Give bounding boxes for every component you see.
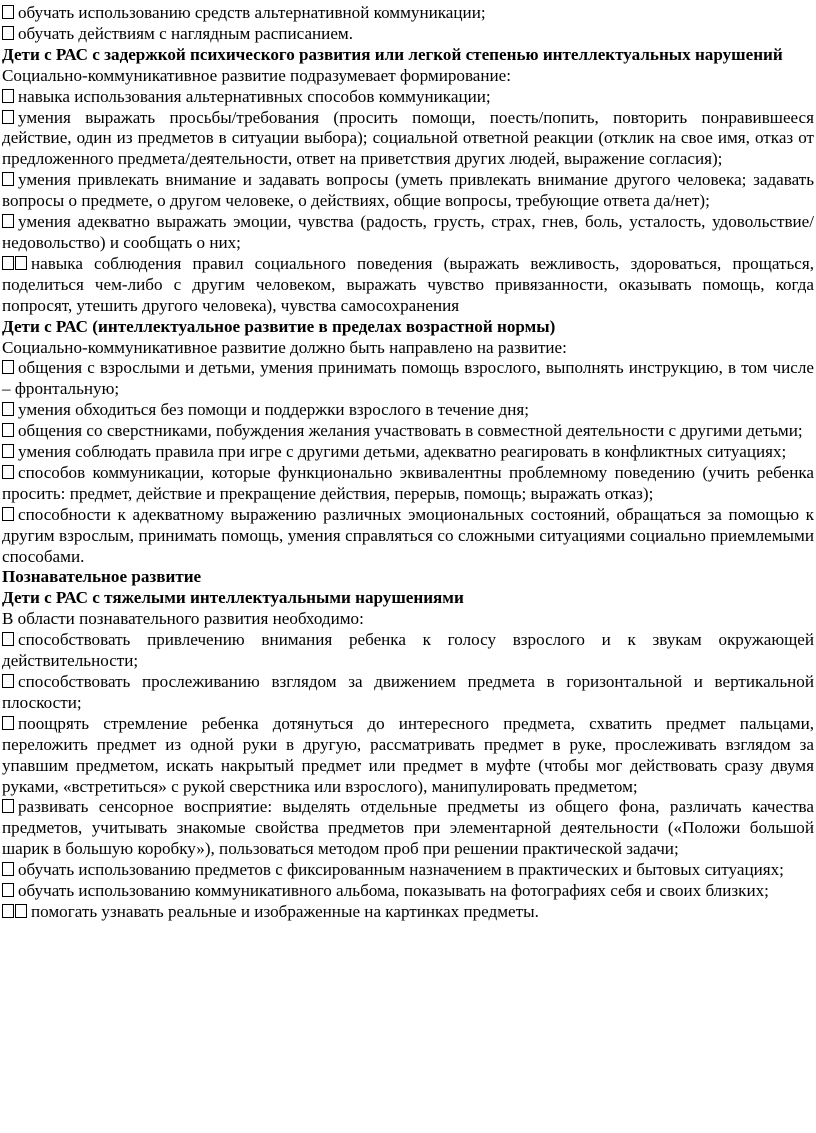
bullet-item: [2, 400, 814, 421]
missing-glyph-bullet-icon: [2, 89, 14, 103]
paragraph-text: обучать использованию средств альтернативной коммуникации;: [18, 3, 486, 22]
paragraph-text: Социально-коммуникативное развитие подразумевает формирование:: [2, 65, 512, 85]
missing-glyph-bullet-icon: [15, 256, 27, 270]
section-heading: [2, 567, 814, 588]
paragraph-text: способствовать прослеживанию взглядом за движением предмета в горизонтальной и вертикальной плоскости;: [2, 672, 814, 712]
missing-glyph-bullet-icon: [2, 256, 14, 270]
body-paragraph: [2, 609, 814, 630]
paragraph-text: общения со сверстниками, побуждения желания участвовать в совместной деятельности с другими детьми;: [18, 421, 803, 441]
bullet-item: [2, 902, 814, 923]
paragraph-text: умения выражать просьбы/требования (просить помощи, поесть/попить, повторить понравившееся действие, один из предметов в ситуации выбора); социальной ответной реакции (отклик на свое имя, отказ от предложенного предмета/деятельности, ответ на приветствия других людей, выражение согласия);: [2, 107, 814, 169]
missing-glyph-bullet-icon: [2, 214, 14, 228]
missing-glyph-bullet-icon: [2, 904, 14, 918]
paragraph-text: способности к адекватному выражению различных эмоциональных состояний, обращаться за помощью к другим взрослым, принимать помощь, умения справляться со сложными ситуациями социально приемлемыми способами.: [2, 504, 814, 566]
document-body: [2, 3, 814, 923]
paragraph-text: способов коммуникации, которые функционально эквивалентны проблемному поведению (учить ребенка просить: предмет, действие и прекращение действия, перерыв, помощь; выражать отказ);: [2, 462, 814, 503]
missing-glyph-bullet-icon: [15, 904, 27, 918]
bullet-item: [2, 108, 814, 171]
missing-glyph-bullet-icon: [2, 172, 14, 186]
bullet-item: [2, 505, 814, 568]
paragraph-text: Дети с РАС с задержкой психического развития или легкой степенью интеллектуальных нарушений: [2, 44, 783, 64]
bullet-item: [2, 24, 814, 45]
bullet-item: [2, 630, 814, 672]
missing-glyph-bullet-icon: [2, 883, 14, 897]
paragraph-text: навыка использования альтернативных способов коммуникации;: [18, 86, 491, 106]
bullet-item: [2, 358, 814, 400]
missing-glyph-bullet-icon: [2, 674, 14, 688]
paragraph-text: умения соблюдать правила при игре с другими детьми, адекватно реагировать в конфликтных ситуациях;: [18, 442, 787, 462]
missing-glyph-bullet-icon: [2, 862, 14, 876]
paragraph-text: навыка соблюдения правил социального поведения (выражать вежливость, здороваться, прощаться, поделиться чем-либо с другим человеком, выражать чувство привязанности, оказывать помощь, когда попросят, утешить другого человека), чувства самосохранения: [2, 253, 814, 315]
body-paragraph: [2, 338, 814, 359]
paragraph-text: помогать узнавать реальные и изображенные на картинках предметы.: [31, 901, 539, 921]
paragraph-text: способствовать привлечению внимания ребенка к голосу взрослого и к звукам окружающей действительности;: [2, 630, 814, 671]
body-paragraph: [2, 66, 814, 87]
paragraph-text: умения обходиться без помощи и поддержки взрослого в течение дня;: [18, 400, 530, 420]
paragraph-text: общения с взрослыми и детьми, умения принимать помощь взрослого, выполнять инструкцию, в том числе – фронтальную;: [2, 358, 814, 399]
paragraph-text: Познавательное развитие: [2, 567, 202, 587]
missing-glyph-bullet-icon: [2, 402, 14, 416]
bullet-item: [2, 442, 814, 463]
bullet-item: [2, 170, 814, 212]
paragraph-text: умения адекватно выражать эмоции, чувства (радость, грусть, страх, гнев, боль, усталость, удовольствие/недовольство) и сообщать о них;: [2, 212, 814, 252]
bullet-item: [2, 87, 814, 108]
bullet-item: [2, 421, 814, 442]
bullet-item: [2, 797, 814, 860]
paragraph-text: развивать сенсорное восприятие: выделять отдельные предметы из общего фона, различать качества предметов, учитывать знакомые свойства предметов при элементарной деятельности («Положи большой шарик в большую коробку»), пользоваться методом проб при решении практической задачи;: [2, 797, 814, 859]
bullet-item: [2, 881, 814, 902]
paragraph-text: В области познавательного развития необходимо:: [2, 609, 364, 629]
section-heading: [2, 317, 814, 338]
missing-glyph-bullet-icon: [2, 360, 14, 374]
paragraph-text: поощрять стремление ребенка дотянуться до интересного предмета, схватить предмет пальцами, переложить предмет из одной руки в другую, рассматривать предмет в руке, прослеживать взглядом за упавшим предметом, искать накрытый предмет или предмет в муфте (чтобы мог действовать сразу двумя руками, «встретиться» с рукой сверстника или взрослого), манипулировать предметом;: [2, 713, 814, 796]
section-heading: [2, 45, 814, 66]
missing-glyph-bullet-icon: [2, 26, 14, 40]
bullet-item: [2, 672, 814, 714]
bullet-item: [2, 463, 814, 505]
missing-glyph-bullet-icon: [2, 423, 14, 437]
bullet-item: [2, 254, 814, 317]
missing-glyph-bullet-icon: [2, 110, 14, 124]
bullet-item: [2, 860, 814, 881]
missing-glyph-bullet-icon: [2, 799, 14, 813]
paragraph-text: умения привлекать внимание и задавать вопросы (уметь привлекать внимание другого человека; задавать вопросы о предмете, о другом человеке, о действиях, общие вопросы, требующие ответа да/нет);: [2, 170, 814, 211]
bullet-item: [2, 714, 814, 798]
paragraph-text: Социально-коммуникативное развитие должно быть направлено на развитие:: [2, 337, 567, 357]
missing-glyph-bullet-icon: [2, 444, 14, 458]
paragraph-text: обучать использованию коммуникативного альбома, показывать на фотографиях себя и своих близких;: [18, 881, 769, 901]
missing-glyph-bullet-icon: [2, 632, 14, 646]
bullet-item: [2, 3, 814, 24]
missing-glyph-bullet-icon: [2, 716, 14, 730]
bullet-item: [2, 212, 814, 254]
paragraph-text: Дети с РАС с тяжелыми интеллектуальными нарушениями: [2, 588, 464, 608]
section-heading: [2, 588, 814, 609]
missing-glyph-bullet-icon: [2, 465, 14, 479]
missing-glyph-bullet-icon: [2, 5, 14, 19]
paragraph-text: обучать использованию предметов с фиксированным назначением в практических и бытовых ситуациях;: [18, 860, 784, 880]
paragraph-text: обучать действиям с наглядным расписанием.: [18, 23, 354, 43]
paragraph-text: Дети с РАС (интеллектуальное развитие в пределах возрастной нормы): [2, 316, 556, 336]
missing-glyph-bullet-icon: [2, 507, 14, 521]
